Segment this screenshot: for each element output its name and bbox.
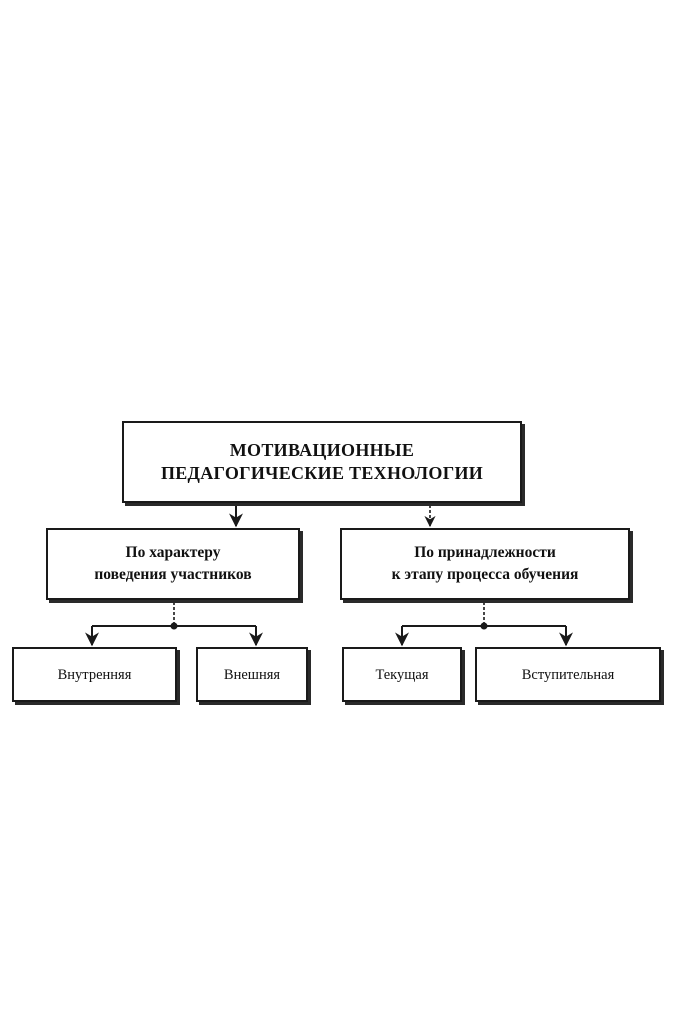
- category-node-learning-stage: [340, 528, 630, 600]
- leaf-node-introductory-label: Вступительная: [521, 666, 615, 683]
- leaf-node-current-label: Текущая: [375, 666, 429, 683]
- category-node-behavior: [46, 528, 300, 600]
- leaf-node-current: [342, 647, 462, 702]
- category-node-behavior-label: По характеру поведения участников: [94, 544, 252, 583]
- leaf-node-internal-label: Внутренняя: [57, 666, 132, 683]
- leaf-node-external-label: Внешняя: [223, 666, 281, 683]
- category-node-learning-stage-label: По принадлежности к этапу процесса обучения: [391, 544, 579, 583]
- root-node: [122, 421, 522, 503]
- leaf-node-external: [196, 647, 308, 702]
- leaf-node-introductory: [475, 647, 661, 702]
- root-node-label: МОТИВАЦИОННЫЕ ПЕДАГОГИЧЕСКИЕ ТЕХНОЛОГИИ: [160, 440, 484, 483]
- leaf-node-internal: [12, 647, 177, 702]
